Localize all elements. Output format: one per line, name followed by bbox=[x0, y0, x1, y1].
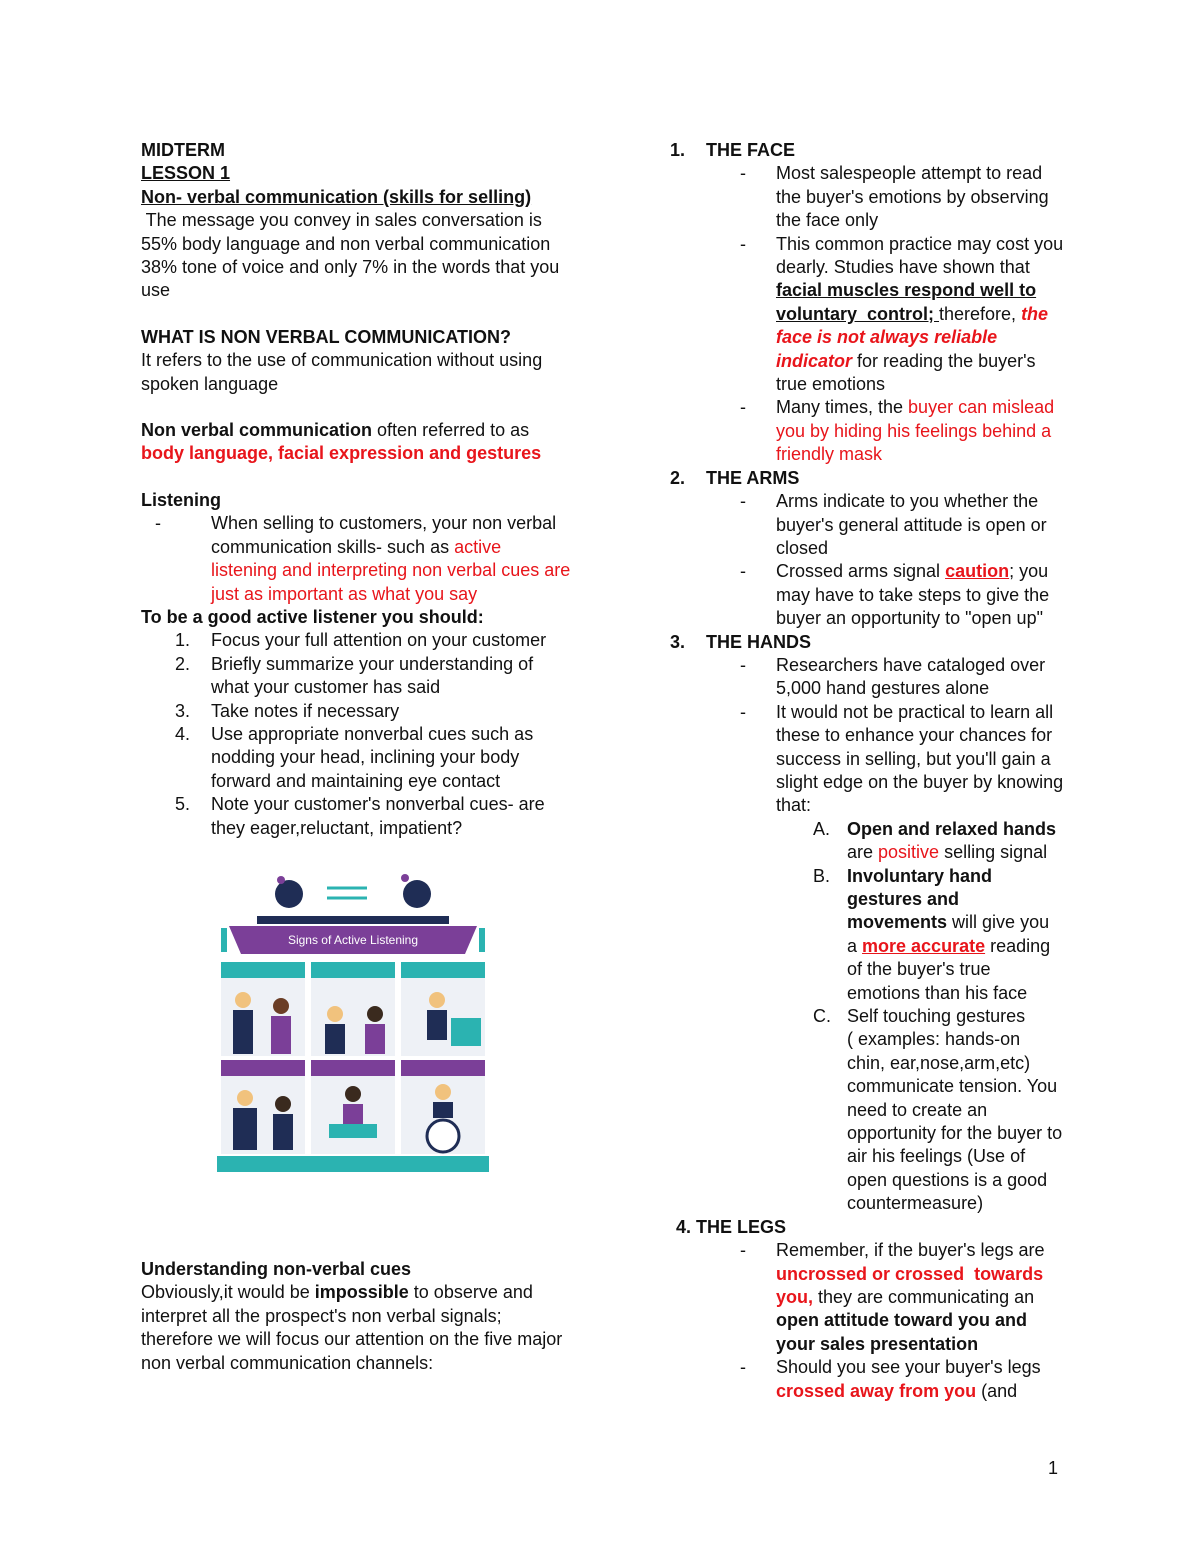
arms-heading bbox=[670, 467, 1070, 490]
legs-red-text: uncrossed or crossed towards bbox=[776, 1263, 1044, 1284]
hands-sub-item-b bbox=[670, 865, 1070, 1005]
face-line bbox=[776, 350, 1070, 373]
hands-red-text: more accurate bbox=[862, 935, 986, 956]
understanding-line: non verbal communication channels: bbox=[141, 1352, 434, 1373]
hands-line: success in selling, but you'll gain a bbox=[776, 748, 1051, 769]
understanding-text: Obviously,it would be bbox=[141, 1282, 315, 1303]
hands-line: It would not be practical to learn all bbox=[776, 701, 1054, 722]
intro-line: The message you convey in sales conversation is bbox=[141, 210, 542, 231]
arms-line: may have to take steps to give the bbox=[776, 584, 1050, 605]
arms-line: Arms indicate to you whether the bbox=[776, 491, 1039, 512]
face-line: the face only bbox=[776, 210, 879, 231]
what-heading: WHAT IS NON VERBAL COMMUNICATION? bbox=[141, 326, 511, 347]
page-number: 1 bbox=[1048, 1458, 1059, 1478]
left-column bbox=[141, 139, 571, 840]
arms-line bbox=[776, 560, 1070, 583]
arms-red-text: caution bbox=[945, 561, 1010, 582]
lesson-heading: LESSON 1 bbox=[141, 163, 231, 184]
understanding-line: interpret all the prospect's non verbal signals; bbox=[141, 1305, 502, 1326]
arms-line: buyer an opportunity to "open up" bbox=[776, 608, 1043, 629]
list-item-text: Briefly summarize your understanding of bbox=[211, 653, 534, 674]
sub-item-letter: A. bbox=[813, 818, 831, 839]
good-listener-item bbox=[141, 723, 571, 793]
face-line: true emotions bbox=[776, 374, 886, 395]
sub-item-letter: C. bbox=[813, 1006, 831, 1027]
understanding-line: therefore we will focus our attention on the five major bbox=[141, 1329, 563, 1350]
list-number: 4. bbox=[175, 723, 191, 744]
list-item-text: Focus your full attention on your customer bbox=[211, 630, 547, 651]
hands-line: chin, ear,nose,arm,etc) bbox=[847, 1052, 1031, 1073]
legs-heading: 4. THE LEGS bbox=[676, 1216, 787, 1237]
legs-bold-text: open attitude toward you and bbox=[776, 1310, 1027, 1331]
hands-line: of the buyer's true bbox=[847, 959, 991, 980]
listening-line: When selling to customers, your non verbal bbox=[211, 513, 557, 534]
midterm-heading: MIDTERM bbox=[141, 140, 225, 160]
legs-bold-text: your sales presentation bbox=[776, 1333, 979, 1354]
legs-line: Remember, if the buyer's legs are bbox=[776, 1240, 1045, 1261]
hands-item: - Researchers have cataloged over 5,000 hand gestures alone bbox=[670, 654, 1070, 701]
what-text: It refers to the use of communication without using bbox=[141, 350, 543, 371]
hands-line: air his feelings (Use of bbox=[847, 1146, 1026, 1167]
hands-text: selling signal bbox=[939, 842, 1048, 863]
face-bold-underline: voluntary control; bbox=[776, 303, 940, 324]
listening-text: communication skills- such as bbox=[211, 536, 455, 557]
understanding-text: to observe and bbox=[408, 1282, 533, 1303]
hands-text: are bbox=[847, 842, 879, 863]
arms-line: closed bbox=[776, 537, 829, 558]
face-red-text: face is not always reliable bbox=[776, 327, 998, 348]
list-item-text: nodding your head, inclining your body bbox=[211, 747, 520, 768]
hands-sub-item-a bbox=[670, 818, 1070, 865]
legs-line: Should you see your buyer's legs bbox=[776, 1357, 1041, 1378]
face-red-text: you by hiding his feelings behind a bbox=[776, 420, 1052, 441]
face-item: - Most salespeople attempt to read the buyer's emotions by observing the face only bbox=[670, 162, 1070, 232]
arms-number: 2. bbox=[670, 467, 686, 488]
nvc-term: Non verbal communication bbox=[141, 420, 373, 441]
understanding-section bbox=[141, 1258, 571, 1375]
hands-bold-text: gestures and bbox=[847, 889, 960, 909]
intro-line: 55% body language and non verbal communication bbox=[141, 233, 551, 254]
legs-text: they are communicating an bbox=[813, 1286, 1035, 1307]
hands-line: opportunity for the buyer to bbox=[847, 1123, 1063, 1144]
face-text: Many times, the bbox=[776, 397, 909, 418]
hands-red-text: positive bbox=[878, 842, 940, 863]
arms-item: - Arms indicate to you whether the buyer's general attitude is open or closed bbox=[670, 490, 1070, 560]
good-listener-item bbox=[141, 793, 571, 840]
hands-heading bbox=[670, 631, 1070, 654]
list-item-text: they eager,reluctant, impatient? bbox=[211, 817, 463, 838]
face-line: the buyer's emotions by observing bbox=[776, 186, 1049, 207]
active-listening-infographic bbox=[217, 870, 489, 1172]
hands-title: THE HANDS bbox=[706, 631, 812, 652]
hands-text: a bbox=[847, 935, 863, 956]
listening-red-text: active bbox=[454, 536, 502, 557]
hands-sub-item-c bbox=[670, 1005, 1070, 1216]
list-item-text: what your customer has said bbox=[211, 677, 441, 698]
intro-line: 38% tone of voice and only 7% in the words that you bbox=[141, 257, 560, 278]
list-number: 1. bbox=[175, 630, 191, 651]
listening-item: - When selling to customers, your non verbal communication skills- such as active listening and interpreting non verbal cues are just as important as what you say bbox=[141, 512, 571, 606]
hands-text: reading bbox=[985, 935, 1051, 956]
legs-item: - Should you see your buyer's legs crossed away from you (and bbox=[670, 1356, 1070, 1403]
what-text: spoken language bbox=[141, 373, 279, 394]
understanding-line bbox=[141, 1281, 571, 1304]
hands-line: Researchers have cataloged over bbox=[776, 654, 1046, 675]
nvc-rest: often referred to as bbox=[372, 420, 530, 441]
hands-bold-text: Open and relaxed hands bbox=[847, 818, 1057, 839]
arms-line: buyer's general attitude is open or bbox=[776, 514, 1047, 535]
face-heading bbox=[670, 139, 1070, 162]
face-line: This common practice may cost you bbox=[776, 233, 1064, 254]
hands-line bbox=[847, 935, 1070, 958]
face-line: Most salespeople attempt to read bbox=[776, 163, 1043, 184]
face-number: 1. bbox=[670, 140, 686, 160]
legs-line bbox=[776, 1286, 1070, 1309]
face-text: therefore, bbox=[939, 303, 1022, 324]
infographic-title: Signs of Active Listening bbox=[287, 933, 419, 947]
intro-line: use bbox=[141, 280, 171, 301]
face-red-text: buyer can mislead bbox=[908, 397, 1055, 418]
hands-line: emotions than his face bbox=[847, 982, 1028, 1003]
list-number: 5. bbox=[175, 794, 191, 815]
face-red-text: friendly mask bbox=[776, 444, 883, 465]
good-listener-item bbox=[141, 629, 571, 652]
listening-red-text: listening and interpreting non verbal cues are bbox=[211, 560, 571, 581]
hands-line bbox=[847, 841, 1070, 864]
hands-number: 3. bbox=[670, 631, 686, 652]
good-listener-item bbox=[141, 653, 571, 700]
lesson-subtitle: Non- verbal communication (skills for selling) bbox=[141, 186, 532, 207]
listening-red-text: just as important as what you say bbox=[211, 583, 478, 604]
understanding-heading: Understanding non-verbal cues bbox=[141, 1259, 412, 1279]
hands-line: that: bbox=[776, 795, 812, 816]
face-red-text: the bbox=[1021, 303, 1049, 324]
list-number: 3. bbox=[175, 700, 191, 721]
right-column bbox=[670, 139, 1070, 1403]
arms-text: Crossed arms signal bbox=[776, 561, 946, 582]
good-listener-heading: To be a good active listener you should: bbox=[141, 606, 484, 627]
hands-item: - It would not be practical to learn all these to enhance your chances for success in selling, but you'll gain a slight edge on the buyer by knowing that: bbox=[670, 701, 1070, 818]
hands-line: countermeasure) bbox=[847, 1193, 984, 1214]
hands-bold-text: Involuntary hand bbox=[847, 865, 993, 886]
arms-item: - Crossed arms signal caution; you may have to take steps to give the buyer an opportunity to "open up" bbox=[670, 560, 1070, 630]
face-red-text: indicator bbox=[776, 350, 853, 371]
good-listener-item bbox=[141, 700, 571, 723]
list-item-text: forward and maintaining eye contact bbox=[211, 770, 501, 791]
good-listener-list bbox=[141, 629, 571, 840]
hands-line: need to create an bbox=[847, 1099, 988, 1120]
sub-item-letter: B. bbox=[813, 865, 831, 886]
face-line bbox=[776, 303, 1070, 326]
list-item-text: Take notes if necessary bbox=[211, 700, 400, 721]
list-item-text: Note your customer's nonverbal cues- are bbox=[211, 794, 545, 815]
hands-line: communicate tension. You bbox=[847, 1076, 1058, 1097]
hands-line: Self touching gestures bbox=[847, 1006, 1026, 1027]
hands-text: will give you bbox=[947, 912, 1050, 933]
hands-line bbox=[847, 911, 1070, 934]
face-line: dearly. Studies have shown that bbox=[776, 257, 1030, 278]
hands-line: 5,000 hand gestures alone bbox=[776, 678, 990, 699]
hands-bold-text: movements bbox=[847, 912, 948, 933]
understanding-bold: impossible bbox=[314, 1282, 409, 1303]
hands-line: these to enhance your chances for bbox=[776, 725, 1053, 746]
arms-title: THE ARMS bbox=[706, 467, 800, 488]
legs-item: - Remember, if the buyer's legs are uncrossed or crossed towards you, they are communicating an open attitude toward you and your sales presentation bbox=[670, 1239, 1070, 1356]
listening-line bbox=[211, 536, 571, 559]
hands-line: open questions is a good bbox=[847, 1169, 1048, 1190]
legs-red-text: you, bbox=[776, 1286, 814, 1307]
face-title: THE FACE bbox=[706, 140, 796, 160]
face-item: - This common practice may cost you dearly. Studies have shown that facial muscles respond well to voluntary control; therefore, the face is not always reliable indicator for reading the buyer's true emotions bbox=[670, 233, 1070, 397]
face-text: for reading the buyer's bbox=[852, 350, 1036, 371]
face-item: - Many times, the buyer can mislead you by hiding his feelings behind a friendly mask bbox=[670, 396, 1070, 466]
listening-heading: Listening bbox=[141, 489, 221, 510]
list-number: 2. bbox=[175, 653, 191, 674]
face-bold-underline: facial muscles respond well to bbox=[776, 280, 1037, 301]
face-line bbox=[776, 396, 1070, 419]
legs-red-text: crossed away from you bbox=[776, 1380, 977, 1401]
arms-text: ; you bbox=[1009, 561, 1049, 582]
hands-line: slight edge on the buyer by knowing bbox=[776, 771, 1064, 792]
hands-line: ( examples: hands-on bbox=[847, 1029, 1021, 1050]
nvc-red-text: body language, facial expression and gestures bbox=[141, 443, 542, 464]
legs-text: (and bbox=[976, 1380, 1018, 1401]
nvc-line bbox=[141, 419, 571, 442]
legs-line bbox=[776, 1380, 1070, 1403]
list-item-text: Use appropriate nonverbal cues such as bbox=[211, 723, 534, 744]
